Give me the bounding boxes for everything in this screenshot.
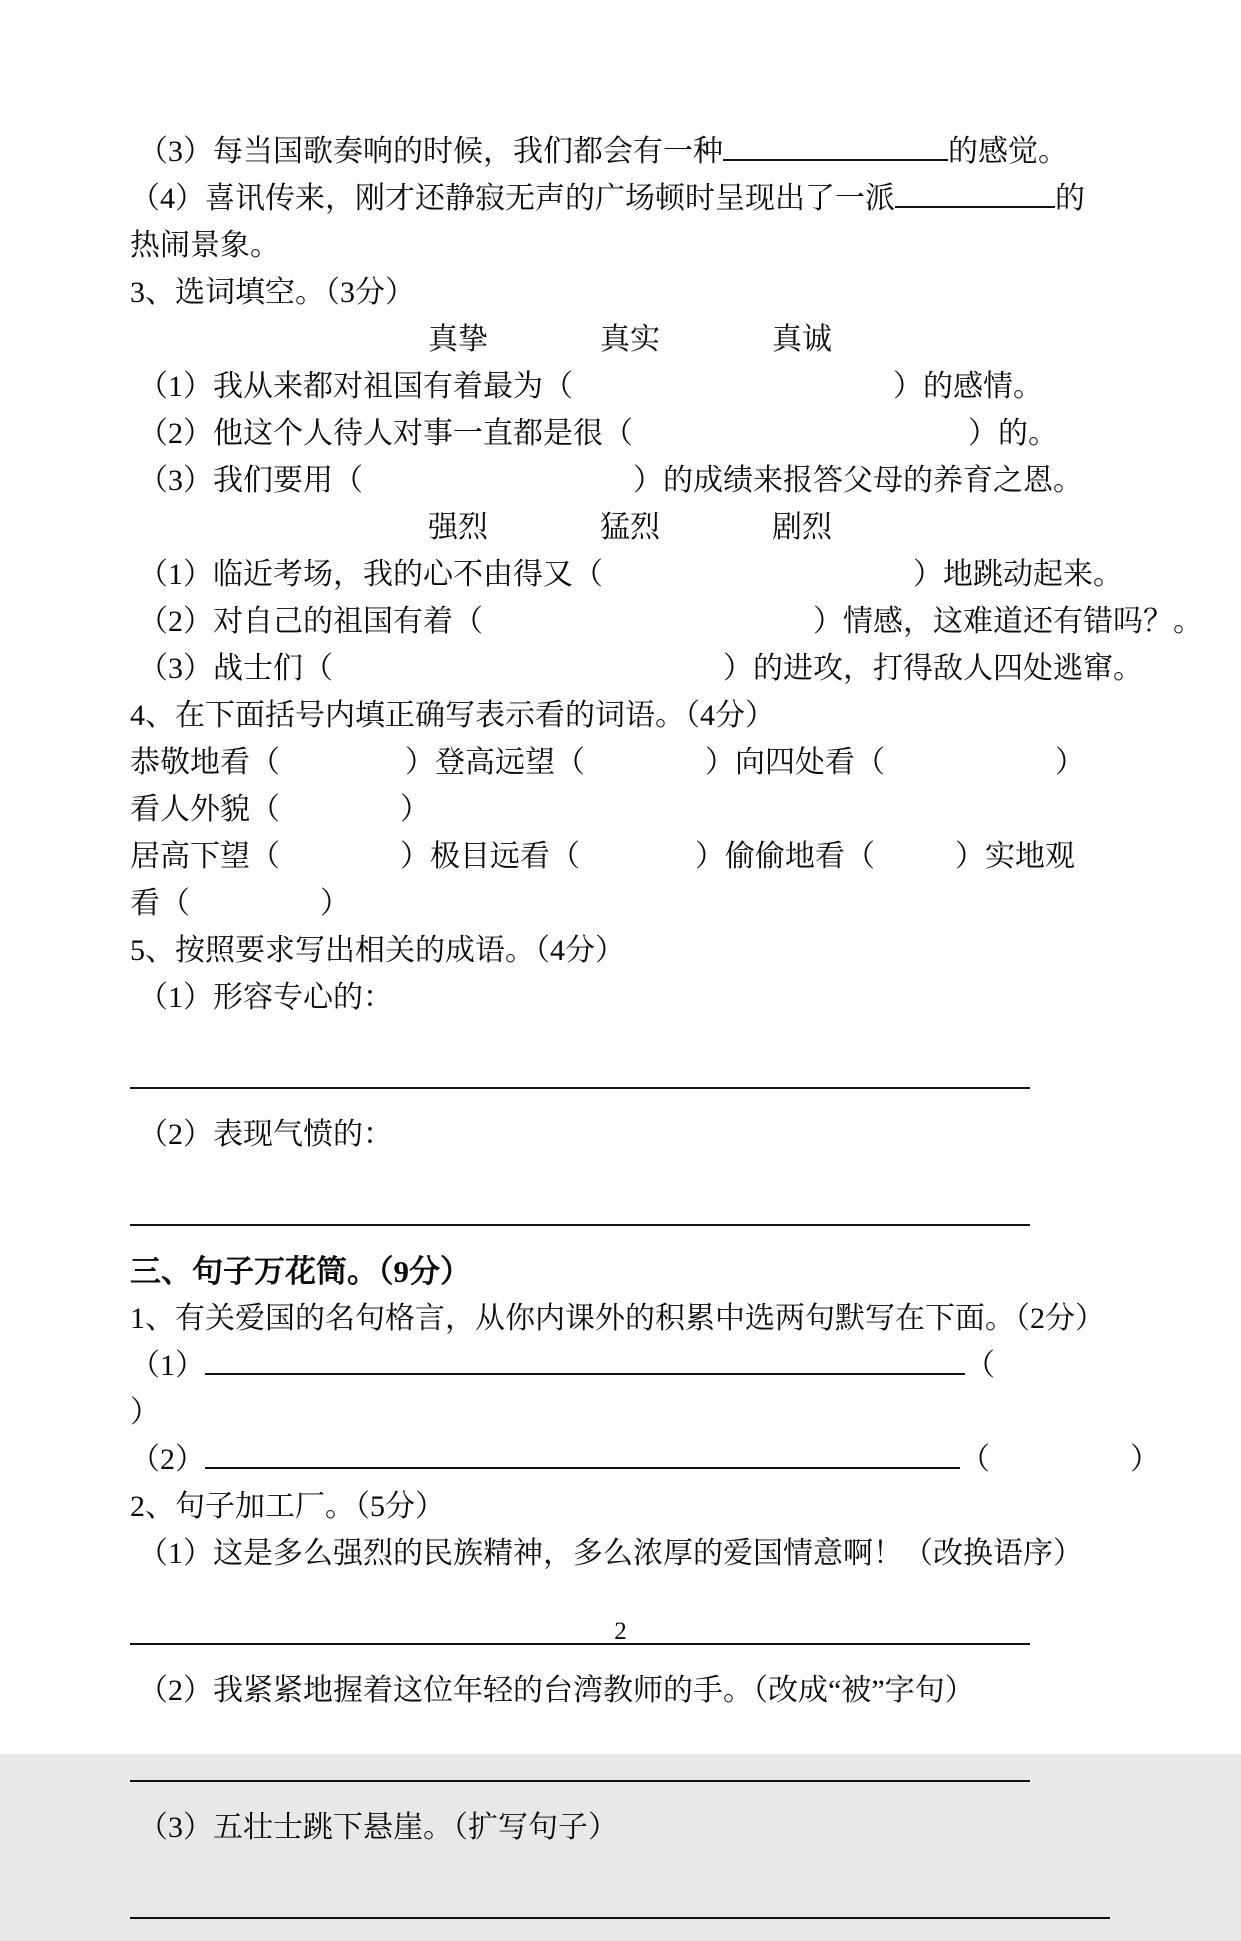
answer-gap [280, 818, 400, 819]
answer-gap [280, 865, 400, 866]
q3-bank2-item-1 [130, 551, 1123, 598]
q3-bank1-item-3-tail: ）的成绩来报答父母的养育之恩。 [633, 464, 1083, 497]
word-bank-1-word-2: 真实 [600, 323, 660, 356]
q4-row-1-seg-1: 恭敬地看（ [130, 746, 280, 779]
item-3-text: （3）每当国歌奏响的时候，我们都会有一种 [138, 135, 723, 168]
answer-gap [875, 865, 955, 866]
q3-bank1-item-3 [130, 457, 1115, 504]
answer-gap [333, 677, 723, 678]
q4-row-1-seg-2: ）登高远望（ [405, 746, 585, 779]
q3-bank1-item-2-text: （2）他这个人待人对事一直都是很（ [138, 417, 633, 450]
q5-item-1: （1）形容专心的： [138, 981, 393, 1014]
answer-gap [585, 771, 705, 772]
answer-gap [190, 912, 320, 913]
q3-bank2-item-2 [130, 598, 1203, 645]
q4-row-3-seg-4: ）实地观 [955, 840, 1075, 873]
answer-rule [130, 1780, 1030, 1782]
q3-bank2-item-1-text: （1）临近考场，我的心不由得又（ [138, 558, 603, 591]
fill-blank-item-4-cont: 热闹景象。 [130, 229, 280, 262]
answer-blank [205, 1437, 960, 1469]
answer-blank [723, 129, 948, 161]
q4-row-1-seg-3: ）向四处看（ [705, 746, 885, 779]
q3-bank1-item-2-tail: ）的。 [968, 417, 1058, 450]
answer-blank [895, 176, 1055, 208]
q4-row-3-seg-2: ）极目远看（ [400, 840, 580, 873]
s3-q2-item-3: （3）五壮士跳下悬崖。（扩写句子） [138, 1811, 618, 1844]
s3-q1-item-1-paren-open: （ [965, 1349, 995, 1382]
fill-blank-item-3 [130, 128, 1115, 175]
word-bank-2-word-2: 猛烈 [600, 511, 660, 544]
q4-row-3-seg-1: 居高下望（ [130, 840, 280, 873]
q3-bank1-item-1-tail: ）的感情。 [893, 370, 1043, 403]
answer-gap [885, 771, 1055, 772]
answer-gap [990, 1468, 1130, 1469]
answer-blank [205, 1343, 965, 1375]
q4-row-4-seg-1: 看（ [130, 887, 190, 920]
question-4-title: 4、在下面括号内填正确写表示看的词语。（4分） [130, 699, 775, 732]
s3-q1-item-2-paren-close: ） [1130, 1443, 1160, 1476]
s3-q1-item-1-label: （1） [130, 1349, 205, 1382]
answer-rule [130, 1917, 1110, 1919]
answer-gap [363, 489, 633, 490]
word-bank-1 [130, 316, 1115, 363]
q4-row-2 [130, 786, 1115, 833]
item-3-tail: 的感觉。 [948, 135, 1068, 168]
answer-gap [483, 630, 813, 631]
question-3-title: 3、选词填空。（3分） [130, 276, 415, 309]
s3-q1-item-1 [130, 1342, 1115, 1389]
answer-gap [573, 395, 893, 396]
q3-bank1-item-2 [130, 410, 1115, 457]
word-bank-2-word-1: 强烈 [428, 511, 488, 544]
q3-bank2-item-2-tail: ）情感，这难道还有错吗？。 [813, 605, 1203, 638]
page-number: 2 [614, 1618, 627, 1645]
q3-bank1-item-3-text: （3）我们要用（ [138, 464, 363, 497]
word-bank-2 [130, 504, 1115, 551]
answer-rule [130, 1087, 1030, 1089]
s3-q1-item-2-paren-open: （ [960, 1443, 990, 1476]
word-bank-1-word-3: 真诚 [772, 323, 832, 356]
s3-question-2-title: 2、句子加工厂。（5分） [130, 1490, 445, 1523]
s3-q2-item-2: （2）我紧紧地握着这位年轻的台湾教师的手。（改成“被”字句） [138, 1674, 975, 1707]
s3-q2-item-1: （1）这是多么强烈的民族精神，多么浓厚的爱国情意啊！（改换语序） [138, 1537, 1083, 1570]
q4-row-2-seg-1: 看人外貌（ [130, 793, 280, 826]
q3-bank2-item-3 [130, 645, 1143, 692]
q4-row-3-seg-3: ）偷偷地看（ [695, 840, 875, 873]
answer-gap [580, 865, 695, 866]
s3-q1-item-2 [130, 1436, 1160, 1483]
q5-item-2: （2）表现气愤的： [138, 1118, 393, 1151]
answer-gap [280, 771, 405, 772]
q3-bank2-item-3-tail: ）的进攻，打得敌人四处逃窜。 [723, 652, 1143, 685]
q3-bank2-item-2-text: （2）对自己的祖国有着（ [138, 605, 483, 638]
s3-q1-item-1-close: ） [130, 1396, 160, 1429]
section-3-heading: 三、句子万花筒。（9分） [130, 1254, 471, 1289]
word-bank-2-word-3: 剧烈 [772, 511, 832, 544]
q4-row-4 [130, 880, 1115, 927]
s3-question-1-title: 1、有关爱国的名句格言，从你内课外的积累中选两句默写在下面。（2分） [130, 1302, 1105, 1335]
item-4-tail: 的 [1055, 182, 1085, 215]
fill-blank-item-4 [130, 175, 1115, 222]
q4-row-2-seg-2: ） [400, 793, 430, 826]
q4-row-1-seg-4: ） [1055, 746, 1085, 779]
item-4-text: （4）喜讯传来，刚才还静寂无声的广场顿时呈现出了一派 [130, 182, 895, 215]
q3-bank2-item-3-text: （3）战士们（ [138, 652, 333, 685]
answer-rule [130, 1224, 1030, 1226]
q4-row-1 [130, 739, 1115, 786]
q3-bank1-item-1 [130, 363, 1115, 410]
page-content [130, 128, 1203, 1941]
answer-gap [633, 442, 968, 443]
s3-q1-item-2-label: （2） [130, 1443, 205, 1476]
q4-row-3 [130, 833, 1115, 880]
word-bank-1-word-1: 真挚 [428, 323, 488, 356]
q4-row-4-seg-2: ） [320, 887, 350, 920]
q3-bank1-item-1-text: （1）我从来都对祖国有着最为（ [138, 370, 573, 403]
q3-bank2-item-1-tail: ）地跳动起来。 [913, 558, 1123, 591]
answer-gap [603, 583, 913, 584]
question-5-title: 5、按照要求写出相关的成语。（4分） [130, 934, 625, 967]
